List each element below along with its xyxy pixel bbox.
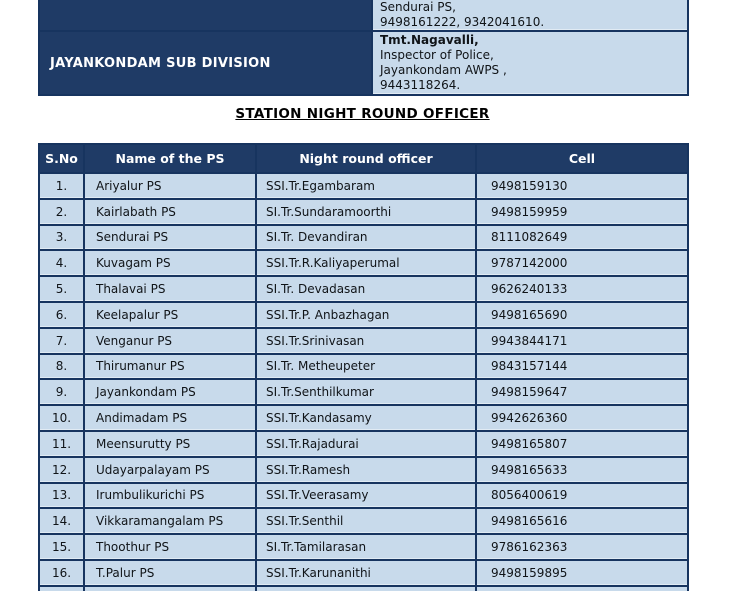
contact-line: Jayankondam AWPS ,	[380, 63, 507, 77]
contact-cell	[372, 31, 688, 95]
officer-cell: SSI.Tr.Rajadurai	[256, 431, 476, 457]
table-row	[39, 173, 688, 199]
officer-cell: SSI.Tr.R.Kaliyaperumal	[256, 250, 476, 276]
ps-cell: Irumbulikurichi PS	[84, 483, 256, 509]
cell-number-cell: 9498159130	[476, 173, 688, 199]
cell-number-cell: 8111082649	[476, 225, 688, 251]
cell-number-cell: 9498165807	[476, 431, 688, 457]
cell-number-cell: 9787142000	[476, 250, 688, 276]
cell-number-cell: 9942626360	[476, 405, 688, 431]
ps-cell: Keelapalur PS	[84, 302, 256, 328]
division-name-cell	[39, 0, 372, 31]
officer-cell: SSI.Tr.Kandasamy	[256, 405, 476, 431]
officer-cell: SSI.Tr.P. Anbazhagan	[256, 302, 476, 328]
sno-cell: 14.	[39, 508, 84, 534]
col-header-cell: Cell	[476, 144, 688, 173]
contact-line: Sendurai PS,	[380, 0, 456, 14]
table-row	[39, 276, 688, 302]
sno-cell: 5.	[39, 276, 84, 302]
table-row	[39, 508, 688, 534]
officer-cell: SI.Tr. Devadasan	[256, 276, 476, 302]
table-row	[39, 405, 688, 431]
cell-number-cell: 9943844171	[476, 328, 688, 354]
ps-cell: Kairlabath PS	[84, 199, 256, 225]
table-row	[39, 31, 688, 95]
officer-cell: SSI.Tr.Srinivasan	[256, 328, 476, 354]
sno-cell: 2.	[39, 199, 84, 225]
contact-line: 9498161222, 9342041610.	[380, 15, 545, 29]
ps-cell: Thirumanur PS	[84, 354, 256, 380]
contact-line: Tmt.Nagavalli,	[380, 33, 479, 47]
station-table-cutoff	[39, 586, 688, 591]
table-row	[39, 0, 688, 31]
ps-cell: Ariyalur PS	[84, 173, 256, 199]
station-table-header	[39, 144, 688, 173]
officer-cell: SSI.Tr.Ramesh	[256, 457, 476, 483]
cutoff-cell	[84, 586, 256, 591]
cutoff-cell	[39, 586, 84, 591]
cell-number-cell: 9843157144	[476, 354, 688, 380]
col-header-officer: Night round officer	[256, 144, 476, 173]
cutoff-cell	[256, 586, 476, 591]
ps-cell: Kuvagam PS	[84, 250, 256, 276]
officer-cell: SI.Tr. Devandiran	[256, 225, 476, 251]
table-row	[39, 354, 688, 380]
col-header-sno: S.No	[39, 144, 84, 173]
table-row	[39, 483, 688, 509]
contact-cell	[372, 0, 688, 31]
sno-cell: 15.	[39, 534, 84, 560]
cell-number-cell: 9498165633	[476, 457, 688, 483]
division-table	[38, 0, 689, 96]
ps-cell: Thoothur PS	[84, 534, 256, 560]
officer-cell: SI.Tr. Metheupeter	[256, 354, 476, 380]
officer-cell: SSI.Tr.Egambaram	[256, 173, 476, 199]
cell-number-cell: 9498165690	[476, 302, 688, 328]
sno-cell: 12.	[39, 457, 84, 483]
table-row	[39, 225, 688, 251]
cell-number-cell: 8056400619	[476, 483, 688, 509]
sno-cell: 7.	[39, 328, 84, 354]
sno-cell: 6.	[39, 302, 84, 328]
sno-cell: 11.	[39, 431, 84, 457]
table-row	[39, 431, 688, 457]
cutoff-row	[39, 586, 688, 591]
officer-cell: SSI.Tr.Veerasamy	[256, 483, 476, 509]
station-table	[38, 143, 689, 591]
table-row	[39, 302, 688, 328]
officer-cell: SSI.Tr.Senthil	[256, 508, 476, 534]
sno-cell: 10.	[39, 405, 84, 431]
contact-line: 9443118264.	[380, 78, 461, 92]
cell-number-cell: 9498159895	[476, 560, 688, 586]
sno-cell: 1.	[39, 173, 84, 199]
station-table-body	[39, 173, 688, 586]
officer-cell: SI.Tr.Senthilkumar	[256, 379, 476, 405]
table-row	[39, 328, 688, 354]
sno-cell: 3.	[39, 225, 84, 251]
sno-cell: 16.	[39, 560, 84, 586]
table-row	[39, 199, 688, 225]
division-name-cell: JAYANKONDAM SUB DIVISION	[39, 31, 372, 95]
cell-number-cell: 9498159647	[476, 379, 688, 405]
section-title: STATION NIGHT ROUND OFFICER	[235, 106, 490, 122]
sno-cell: 13.	[39, 483, 84, 509]
ps-cell: Jayankondam PS	[84, 379, 256, 405]
ps-cell: Thalavai PS	[84, 276, 256, 302]
cell-number-cell: 9498159959	[476, 199, 688, 225]
ps-cell: Vikkaramangalam PS	[84, 508, 256, 534]
ps-cell: Sendurai PS	[84, 225, 256, 251]
sno-cell: 8.	[39, 354, 84, 380]
table-row	[39, 560, 688, 586]
col-header-ps: Name of the PS	[84, 144, 256, 173]
officer-cell: SI.Tr.Sundaramoorthi	[256, 199, 476, 225]
table-row	[39, 534, 688, 560]
cell-number-cell: 9626240133	[476, 276, 688, 302]
ps-cell: Venganur PS	[84, 328, 256, 354]
cell-number-cell: 9498165616	[476, 508, 688, 534]
cell-number-cell: 9786162363	[476, 534, 688, 560]
officer-cell: SSI.Tr.Karunanithi	[256, 560, 476, 586]
sno-cell: 9.	[39, 379, 84, 405]
table-row	[39, 379, 688, 405]
table-row	[39, 457, 688, 483]
ps-cell: T.Palur PS	[84, 560, 256, 586]
sno-cell: 4.	[39, 250, 84, 276]
contact-line: Inspector of Police,	[380, 48, 494, 62]
ps-cell: Andimadam PS	[84, 405, 256, 431]
ps-cell: Meensurutty PS	[84, 431, 256, 457]
cutoff-cell	[476, 586, 688, 591]
header-row	[39, 144, 688, 173]
table-row	[39, 250, 688, 276]
ps-cell: Udayarpalayam PS	[84, 457, 256, 483]
officer-cell: SI.Tr.Tamilarasan	[256, 534, 476, 560]
